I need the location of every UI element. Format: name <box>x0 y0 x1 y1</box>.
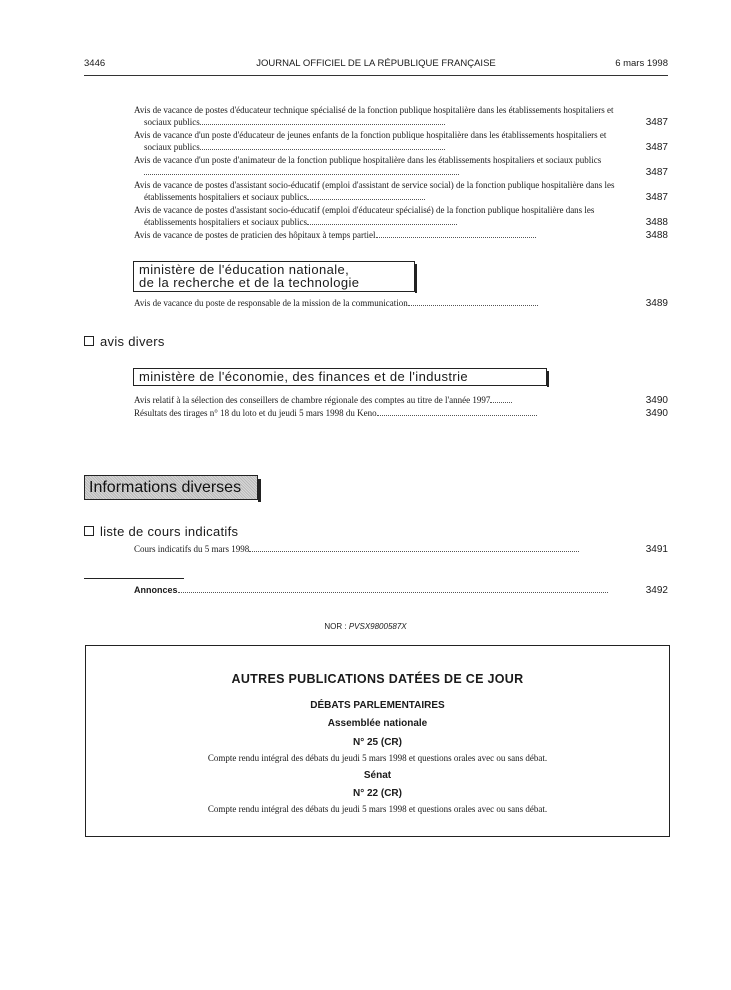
assembly-description: Compte rendu intégral des débats du jeudi 5 mars 1998 et questions orales avec ou sans débat. <box>207 753 548 763</box>
other-publications-box <box>85 645 670 837</box>
toc-page: 3487 <box>645 141 668 153</box>
section-avis-divers: avis divers <box>84 334 165 349</box>
senate-description: Compte rendu intégral des débats du jeudi 5 mars 1998 et questions orales avec ou sans débat. <box>207 804 548 814</box>
toc-page: 3489 <box>645 298 668 309</box>
toc-entry: Avis de vacance de postes de praticien des hôpitaux à temps partiel 3488 <box>134 230 668 241</box>
senate-number: N° 22 (CR) <box>352 788 402 799</box>
toc-entry: Avis de vacance du poste de responsable de la mission de la communication 3489 <box>134 298 668 309</box>
toc-entry: Avis de vacance de postes d'assistant socio-éducatif (emploi d'éducateur spécialisé) de la fonction publique hospitalière dans les établissements hospitaliers et sociaux publics 3488 <box>134 205 668 228</box>
checkbox-bullet-icon <box>84 526 94 536</box>
toc-entry: Avis de vacance de postes d'assistant socio-éducatif (emploi d'assistant de service social) de la fonction publique hospitalière dans les établissements hospitaliers et sociaux publics 3487 <box>134 180 668 203</box>
section-cours-indicatifs: liste de cours indicatifs <box>84 524 238 539</box>
senate-title: Sénat <box>363 770 392 781</box>
toc-page: 3487 <box>645 116 668 128</box>
informations-diverses-banner: Informations diverses <box>84 475 258 500</box>
separator-rule <box>84 578 184 579</box>
debats-title: DÉBATS PARLEMENTAIRES <box>310 700 445 711</box>
toc-entry: Résultats des tirages n° 18 du loto et du jeudi 5 mars 1998 du Keno 3490 <box>134 408 668 419</box>
toc-entry: Avis de vacance de postes d'éducateur technique spécialisé de la fonction publique hospitalière dans les établissements hospitaliers et sociaux publics 3487 <box>134 105 668 128</box>
page-header <box>84 58 668 72</box>
ministry-box-economie: ministère de l'économie, des finances et de l'industrie <box>133 368 547 386</box>
journal-title: JOURNAL OFFICIEL DE LA RÉPUBLIQUE FRANÇAISE <box>256 58 496 69</box>
issue-date: 6 mars 1998 <box>615 58 668 69</box>
toc-page: 3492 <box>645 585 668 596</box>
toc-page: 3487 <box>645 191 668 203</box>
assembly-number: N° 25 (CR) <box>352 737 402 748</box>
toc-entry: Cours indicatifs du 5 mars 1998 3491 <box>134 544 668 555</box>
checkbox-bullet-icon <box>84 336 94 346</box>
page-number: 3446 <box>84 58 106 69</box>
other-publications-title: AUTRES PUBLICATIONS DATÉES DE CE JOUR <box>231 672 524 686</box>
toc-entry-annonces: Annonces 3492 <box>134 585 668 596</box>
toc-page: 3487 <box>645 166 668 178</box>
ministry-box-education: ministère de l'éducation nationale, de la recherche et de la technologie <box>133 261 415 292</box>
toc-entry: Avis relatif à la sélection des conseillers de chambre régionale des comptes au titre de l'année 1997 3490 <box>134 395 668 406</box>
toc-page: 3490 <box>645 408 668 419</box>
nor-reference: NOR : PVSX9800587X <box>324 622 407 631</box>
toc-page: 3491 <box>645 544 668 555</box>
header-rule <box>84 75 668 76</box>
toc-page: 3488 <box>645 216 668 228</box>
toc-entry: Avis de vacance d'un poste d'animateur de la fonction publique hospitalière dans les établissements hospitaliers et sociaux publics 3487 <box>134 155 668 178</box>
toc-page: 3490 <box>645 395 668 406</box>
assembly-title: Assemblée nationale <box>327 718 428 729</box>
toc-entry: Avis de vacance d'un poste d'éducateur de jeunes enfants de la fonction publique hospitalière dans les établissements hospitaliers et sociaux publics 3487 <box>134 130 668 153</box>
toc-page: 3488 <box>645 230 668 241</box>
